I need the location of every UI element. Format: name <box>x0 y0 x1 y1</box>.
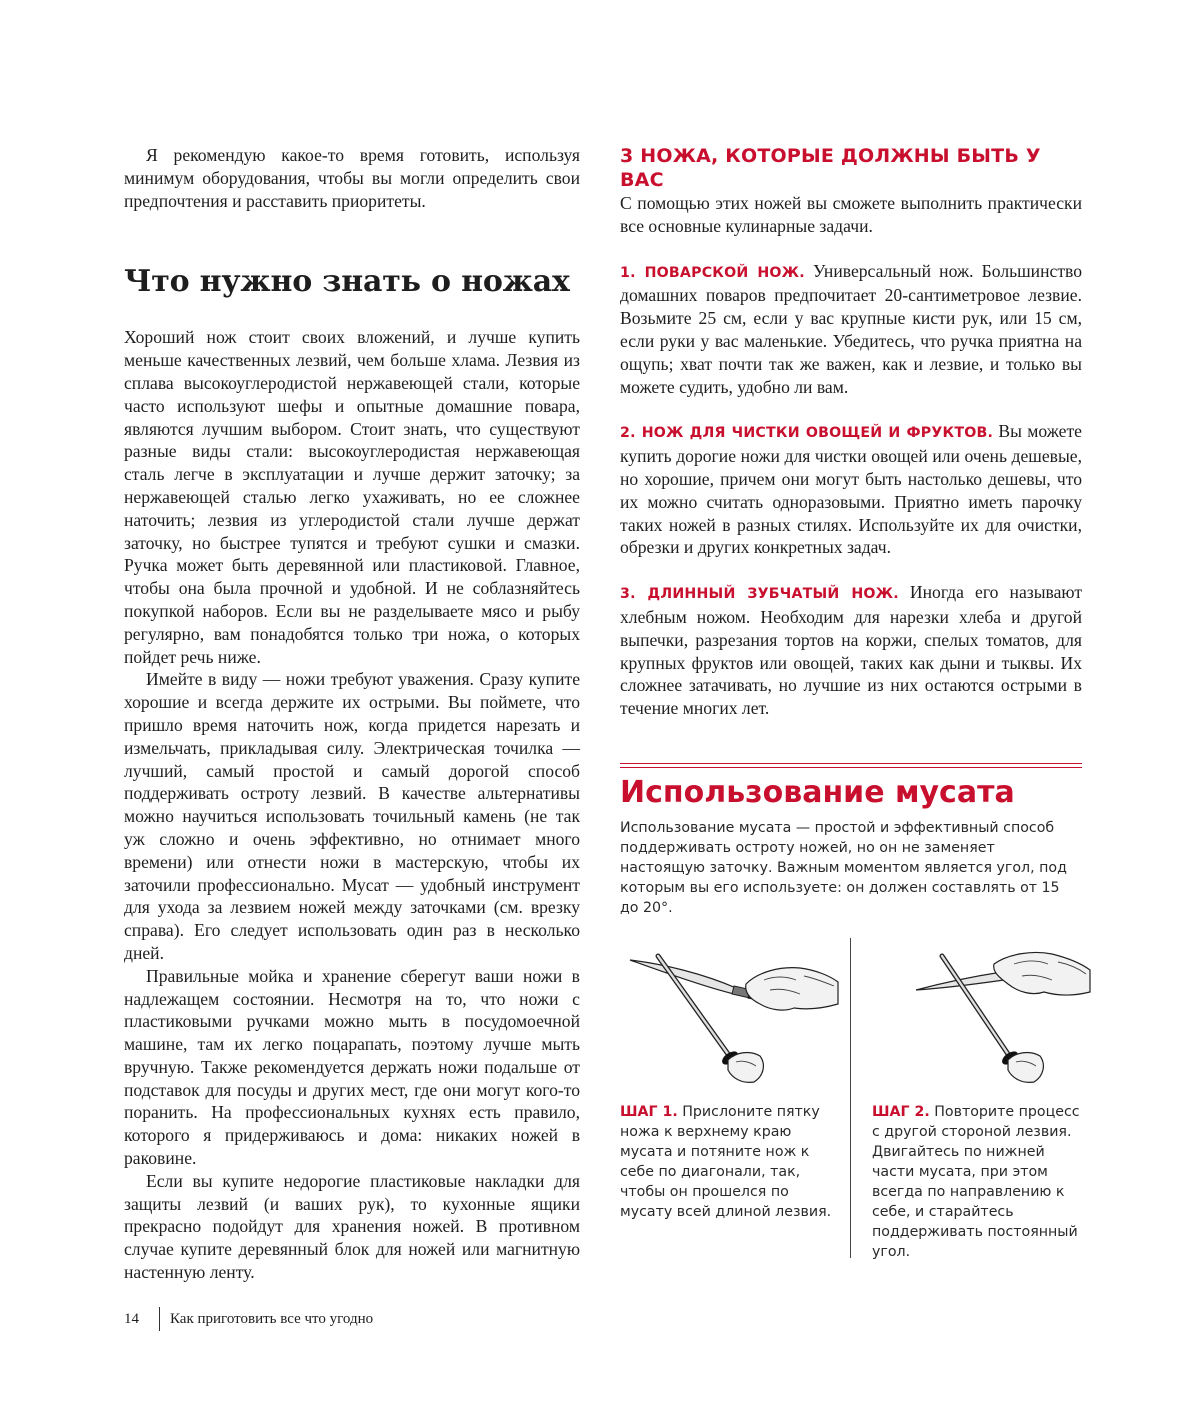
knives-paragraph-4: Если вы купите недорогие пластиковые накладки для защиты лезвий (и ваших рук), то кухонные ящики прекрасно подойдут для хранения ножей. В противном случае купите деревянный блок для ножей или магнитную настенную ленту. <box>124 1170 580 1283</box>
knife-item-serrated <box>620 581 1082 720</box>
hand-icon <box>994 952 1090 995</box>
musat-heading: Использование мусата <box>620 775 1015 810</box>
knives-paragraph-2: Имейте в виду — ножи требуют уважения. Сразу купите хорошие и всегда держите их острыми. Вы поймете, что пришло время наточить нож, когда придется нарезать и измельчать, прикладывая силу. Электрическая точилка — лучший, самый простой и самый дорогой способ поддерживать остроту лезвий. В качестве альтернативы можно научиться использовать точильный камень (не так уж сложно и очень эффективно, но отнимает много времени) или отнести ножи в мастерскую, чтобы их заточили профессионально. Мусат — удобный инструмент для ухода за лезвием ножей между заточками (см. врезку справа). Его следует использовать один раз в несколько дней. <box>124 669 580 963</box>
steps-divider <box>850 938 851 1258</box>
honing-step-2-illustration <box>876 946 1096 1086</box>
sidebar-top-rule <box>620 763 1082 771</box>
knife-blade-icon <box>630 960 752 998</box>
knives-paragraph-1: Хороший нож стоит своих вложений, и лучше купить меньше качественных лезвий, чем больше хлама. Лезвия из сплава высокоуглеродистой нержавеющей стали, которые часто используют шефы и опытные домашние повара, являются лучшим выбором. Стоит знать, что существуют разные виды стали: высокоуглеродистая нержавеющая сталь легче в эксплуатации и лучше держит заточку; за нержавеющей сталью легко ухаживать, но ее сложнее наточить; лезвия из углеродистой стали лучше держат заточку, но быстрее тупятся и требуют сушки и смазки. Ручка может быть деревянной или пластиковой. Главное, чтобы она была прочной и удобной. И не соблазняйтесь покупкой наборов. Если вы не разделываете мясо и рыбу регулярно, вам понадобятся только три ножа, о которых пойдет речь ниже. <box>124 327 580 667</box>
musat-intro: Использование мусата — простой и эффективный способ поддерживать остроту ножей, но он не заменяет настоящую заточку. Важным моментом является угол, под которым вы его используете: он должен составлять от 15 до 20°. <box>620 820 1067 916</box>
knife-text-paring: Вы можете купить дорогие ножи для чистки овощей или очень дешевые, но хорошие, причем они могут быть настолько дешевы, что их можно считать одноразовыми. Приятно иметь парочку таких ножей в разных стилях. Используйте их для очистки, обрезки и других конкретных задач. <box>620 421 1082 558</box>
knife-item-chef <box>620 260 1082 399</box>
hand-holding-steel-icon <box>1008 1053 1043 1083</box>
knife-label-chef: 1. ПОВАРСКОЙ НОЖ. <box>620 264 805 281</box>
page-number: 14 <box>124 1310 139 1327</box>
step-1-label: ШАГ 1. <box>620 1104 678 1120</box>
three-knives-intro: С помощью этих ножей вы сможете выполнить практически все основные кулинарные задачи. <box>620 193 1082 236</box>
knife-text-chef: Универсальный нож. Большинство домашних поваров предпочитает 20-сантиметровое лезвие. Возьмите 25 см, если у вас крупные кисти рук, или 15 см, если руки у вас маленькие. Убедитесь, что ручка приятна на ощупь; хват почти так же важен, как и лезвие, и только вы можете судить, удобно ли вам. <box>620 260 1082 397</box>
rule-line <box>620 767 1082 768</box>
knife-label-paring: 2. НОЖ ДЛЯ ЧИСТКИ ОВОЩЕЙ И ФРУКТОВ. <box>620 425 994 442</box>
step-1-caption <box>620 1102 832 1222</box>
knife-text-serrated: Иногда его называют хлебным ножом. Необходим для нарезки хлеба и другой выпечки, разрезания тортов на коржи, спелых томатов, для крупных фруктов или овощей, таких как дыни и тыквы. Их сложнее затачивать, но лучшие из них остаются острыми в течение многих лет. <box>620 582 1083 719</box>
hand-holding-steel-icon <box>728 1053 763 1083</box>
knives-heading: Что нужно знать о ножах <box>124 264 570 300</box>
rule-line <box>620 763 1082 764</box>
knives-paragraph-3: Правильные мойка и хранение сберегут ваши ножи в надлежащем состоянии. Несмотря на то, что ножи с пластиковыми ручками можно мыть в посудомоечной машине, там их легко поцарапать, поэтому лучше мыть вручную. Также рекомендуется держать ножи подальше от подставок для посуды и других мест, где они могут кого-то поранить. На профессиональных кухнях есть правило, которого я придерживаюсь и дома: никаких ножей в раковине. <box>124 965 580 1169</box>
step-2-label: ШАГ 2. <box>872 1104 930 1120</box>
honing-step-1-illustration <box>624 946 844 1086</box>
page-footer <box>124 1306 373 1332</box>
intro-paragraph: Я рекомендую какое-то время готовить, используя минимум оборудования, чтобы вы могли определить свои предпочтения и расставить приоритеты. <box>124 145 580 211</box>
knife-item-paring <box>620 420 1082 559</box>
step-2-caption <box>872 1102 1084 1262</box>
left-column <box>124 144 580 1284</box>
three-knives-heading: 3 НОЖА, КОТОРЫЕ ДОЛЖНЫ БЫТЬ У ВАС <box>620 145 1041 191</box>
hand-icon <box>746 968 838 1010</box>
knife-label-serrated: 3. ДЛИННЫЙ ЗУБЧАТЫЙ НОЖ. <box>620 586 899 603</box>
step-2-text: Повторите процесс с другой стороной лезвия. Двигайтесь по нижней части мусата, при этом всегда по направлению к себе, и старайтесь поддерживать постоянный угол. <box>872 1104 1080 1260</box>
honing-steel-icon <box>658 956 740 1067</box>
step-1-text: Прислоните пятку ножа к верхнему краю мусата и потяните нож к себе по диагонали, так, чтобы он прошелся по мусату всей длиной лезвия. <box>620 1104 832 1220</box>
footer-separator <box>159 1307 160 1331</box>
right-column <box>620 144 1082 720</box>
book-title: Как приготовить все что угодно <box>170 1310 374 1327</box>
